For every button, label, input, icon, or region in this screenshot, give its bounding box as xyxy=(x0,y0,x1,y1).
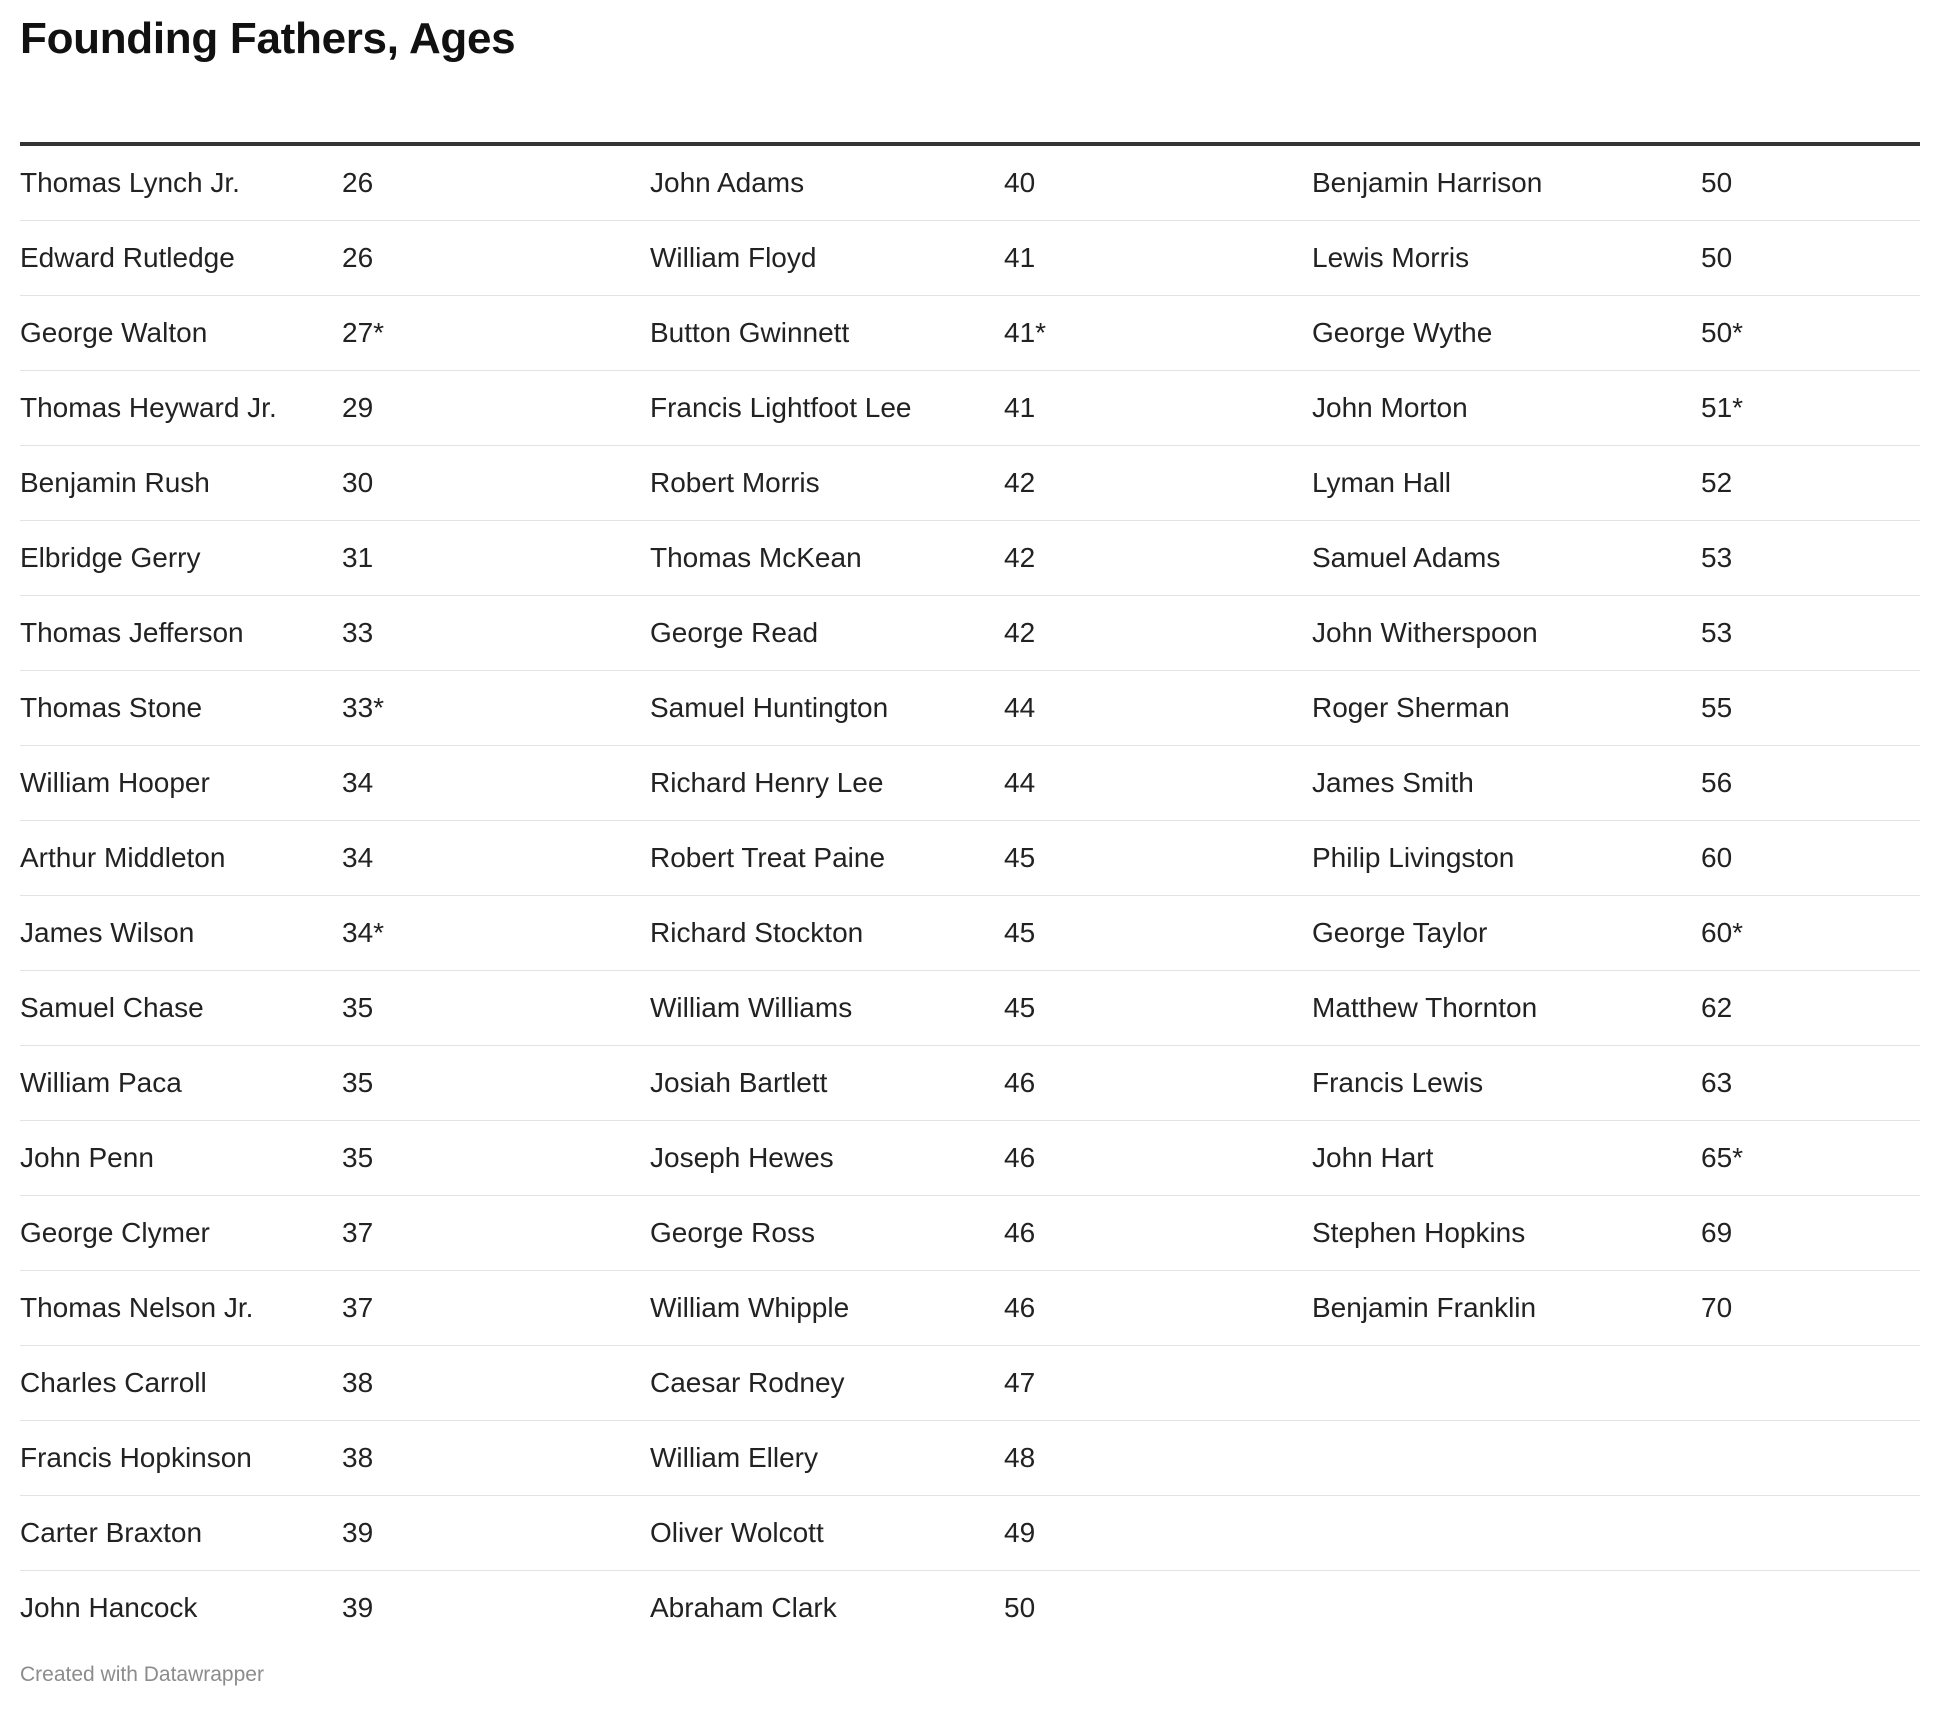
table-cell-name: John Witherspoon xyxy=(1312,617,1538,648)
table-cell-name: Lyman Hall xyxy=(1312,467,1452,498)
table-cell-name: John Hart xyxy=(1312,1142,1434,1173)
table-cell-age: 45 xyxy=(1004,992,1036,1023)
table-cell-age: 35 xyxy=(342,992,374,1023)
table-cell-age: 60* xyxy=(1701,917,1744,948)
table-cell-age: 45 xyxy=(1004,917,1036,948)
table-cell-name: Philip Livingston xyxy=(1312,842,1515,873)
table-cell-name: Oliver Wolcott xyxy=(650,1517,824,1548)
table-cell-name: Thomas Heyward Jr. xyxy=(20,392,277,423)
table-cell-name: John Hancock xyxy=(20,1592,198,1623)
table-cell-age: 42 xyxy=(1004,617,1036,648)
table-cell-age: 33 xyxy=(342,617,374,648)
table-cell-name: Thomas Jefferson xyxy=(20,617,244,648)
table-cell-name: William Ellery xyxy=(650,1442,818,1473)
table-cell-name: Francis Lightfoot Lee xyxy=(650,392,912,423)
table-cell-name: Charles Carroll xyxy=(20,1367,207,1398)
table-cell-age: 52 xyxy=(1701,467,1733,498)
table-cell-age: 38 xyxy=(342,1442,374,1473)
table-cell-age: 60 xyxy=(1701,842,1733,873)
table-row xyxy=(20,1271,1920,1346)
table-cell-age: 44 xyxy=(1004,767,1036,798)
table-cell-name: Samuel Huntington xyxy=(650,692,889,723)
table-row xyxy=(20,371,1920,446)
chart-title: Founding Fathers, Ages xyxy=(20,14,516,63)
table-row xyxy=(20,1421,1920,1496)
table-cell-name: Caesar Rodney xyxy=(650,1367,845,1398)
table-cell-age: 34 xyxy=(342,842,374,873)
table-cell-name: Button Gwinnett xyxy=(650,317,850,348)
table-row xyxy=(20,1346,1920,1421)
table-cell-name: John Morton xyxy=(1312,392,1468,423)
table-cell-age: 37 xyxy=(342,1292,374,1323)
table-row xyxy=(20,146,1920,221)
table-cell-name: Richard Henry Lee xyxy=(650,767,884,798)
table-cell-age: 39 xyxy=(342,1517,374,1548)
table-cell-age: 41 xyxy=(1004,242,1036,273)
table-cell-name: Abraham Clark xyxy=(650,1592,837,1623)
footer-credit: Created with Datawrapper xyxy=(20,1663,264,1686)
table-cell-age: 39 xyxy=(342,1592,374,1623)
table-cell-name: Francis Lewis xyxy=(1312,1067,1484,1098)
table-cell-name: George Clymer xyxy=(20,1217,210,1248)
table-cell-name: Robert Treat Paine xyxy=(650,842,886,873)
table-cell-name: William Hooper xyxy=(20,767,210,798)
table-cell-name: Thomas McKean xyxy=(650,542,862,573)
table-cell-age: 31 xyxy=(342,542,374,573)
table-cell-age: 26 xyxy=(342,242,374,273)
table-cell-name: John Penn xyxy=(20,1142,154,1173)
table-cell-name: Samuel Adams xyxy=(1312,542,1501,573)
table-cell-name: Thomas Nelson Jr. xyxy=(20,1292,254,1323)
table-cell-name: Edward Rutledge xyxy=(20,242,235,273)
table-row xyxy=(20,446,1920,521)
table-cell-age: 41* xyxy=(1004,317,1047,348)
table-cell-name: John Adams xyxy=(650,167,805,198)
table-cell-age: 35 xyxy=(342,1067,374,1098)
table-cell-age: 46 xyxy=(1004,1292,1036,1323)
table-cell-name: George Ross xyxy=(650,1217,815,1248)
table-cell-age: 46 xyxy=(1004,1067,1036,1098)
table-cell-name: Samuel Chase xyxy=(20,992,204,1023)
table-cell-age: 53 xyxy=(1701,542,1733,573)
table-cell-name: George Walton xyxy=(20,317,208,348)
table-row xyxy=(20,1571,1920,1645)
table-row xyxy=(20,671,1920,746)
table-cell-name: Josiah Bartlett xyxy=(650,1067,828,1098)
table-cell-age: 38 xyxy=(342,1367,374,1398)
table-cell-name: Benjamin Harrison xyxy=(1312,167,1543,198)
table-row xyxy=(20,221,1920,296)
table-cell-age: 50 xyxy=(1701,242,1733,273)
table-cell-age: 63 xyxy=(1701,1067,1733,1098)
table-cell-age: 30 xyxy=(342,467,374,498)
table-cell-age: 51* xyxy=(1701,392,1744,423)
table-cell-name: Lewis Morris xyxy=(1312,242,1470,273)
table-cell-name: William Williams xyxy=(650,992,853,1023)
table-cell-age: 49 xyxy=(1004,1517,1036,1548)
table-cell-name: William Paca xyxy=(20,1067,182,1098)
table-cell-age: 34* xyxy=(342,917,385,948)
table-cell-age: 42 xyxy=(1004,467,1036,498)
table-row xyxy=(20,596,1920,671)
table-row xyxy=(20,1196,1920,1271)
table-cell-age: 41 xyxy=(1004,392,1036,423)
ages-table xyxy=(20,142,1920,1645)
table-cell-name: Roger Sherman xyxy=(1312,692,1510,723)
table-cell-age: 55 xyxy=(1701,692,1733,723)
table-cell-age: 56 xyxy=(1701,767,1733,798)
table-cell-age: 48 xyxy=(1004,1442,1036,1473)
table-cell-name: Stephen Hopkins xyxy=(1312,1217,1526,1248)
table-row xyxy=(20,1121,1920,1196)
table-cell-name: Elbridge Gerry xyxy=(20,542,201,573)
table-row xyxy=(20,971,1920,1046)
table-row xyxy=(20,296,1920,371)
table-cell-age: 47 xyxy=(1004,1367,1036,1398)
table-cell-age: 26 xyxy=(342,167,374,198)
table-cell-age: 35 xyxy=(342,1142,374,1173)
table-cell-name: William Floyd xyxy=(650,242,817,273)
table-cell-age: 69 xyxy=(1701,1217,1733,1248)
table-row xyxy=(20,746,1920,821)
table-cell-name: Thomas Lynch Jr. xyxy=(20,167,240,198)
table-cell-age: 46 xyxy=(1004,1142,1036,1173)
table-cell-name: James Wilson xyxy=(20,917,195,948)
table-row xyxy=(20,1496,1920,1571)
table-cell-name: Matthew Thornton xyxy=(1312,992,1538,1023)
table-cell-age: 33* xyxy=(342,692,385,723)
table-cell-age: 65* xyxy=(1701,1142,1744,1173)
table-cell-name: Robert Morris xyxy=(650,467,820,498)
table-cell-name: Richard Stockton xyxy=(650,917,864,948)
table-cell-age: 50 xyxy=(1701,167,1733,198)
table-cell-age: 42 xyxy=(1004,542,1036,573)
table-cell-age: 45 xyxy=(1004,842,1036,873)
table-cell-name: Benjamin Rush xyxy=(20,467,210,498)
table-cell-name: Thomas Stone xyxy=(20,692,203,723)
table-cell-name: Joseph Hewes xyxy=(650,1142,834,1173)
table-cell-name: James Smith xyxy=(1312,767,1474,798)
table-cell-name: Carter Braxton xyxy=(20,1517,203,1548)
table-cell-age: 29 xyxy=(342,392,374,423)
table-cell-name: Francis Hopkinson xyxy=(20,1442,252,1473)
table-cell-name: George Taylor xyxy=(1312,917,1488,948)
table-cell-age: 50 xyxy=(1004,1592,1036,1623)
table-cell-age: 34 xyxy=(342,767,374,798)
table-cell-age: 50* xyxy=(1701,317,1744,348)
table-cell-age: 44 xyxy=(1004,692,1036,723)
table-cell-name: Benjamin Franklin xyxy=(1312,1292,1537,1323)
table-cell-age: 70 xyxy=(1701,1292,1733,1323)
table-row xyxy=(20,521,1920,596)
table-cell-age: 37 xyxy=(342,1217,374,1248)
table-cell-age: 53 xyxy=(1701,617,1733,648)
table-cell-age: 40 xyxy=(1004,167,1036,198)
table-cell-age: 62 xyxy=(1701,992,1733,1023)
table-row xyxy=(20,821,1920,896)
table-row xyxy=(20,1046,1920,1121)
table-cell-name: Arthur Middleton xyxy=(20,842,226,873)
table-cell-age: 27* xyxy=(342,317,385,348)
table-row xyxy=(20,896,1920,971)
table-cell-name: William Whipple xyxy=(650,1292,850,1323)
table-cell-name: George Read xyxy=(650,617,819,648)
table-cell-name: George Wythe xyxy=(1312,317,1493,348)
table-cell-age: 46 xyxy=(1004,1217,1036,1248)
